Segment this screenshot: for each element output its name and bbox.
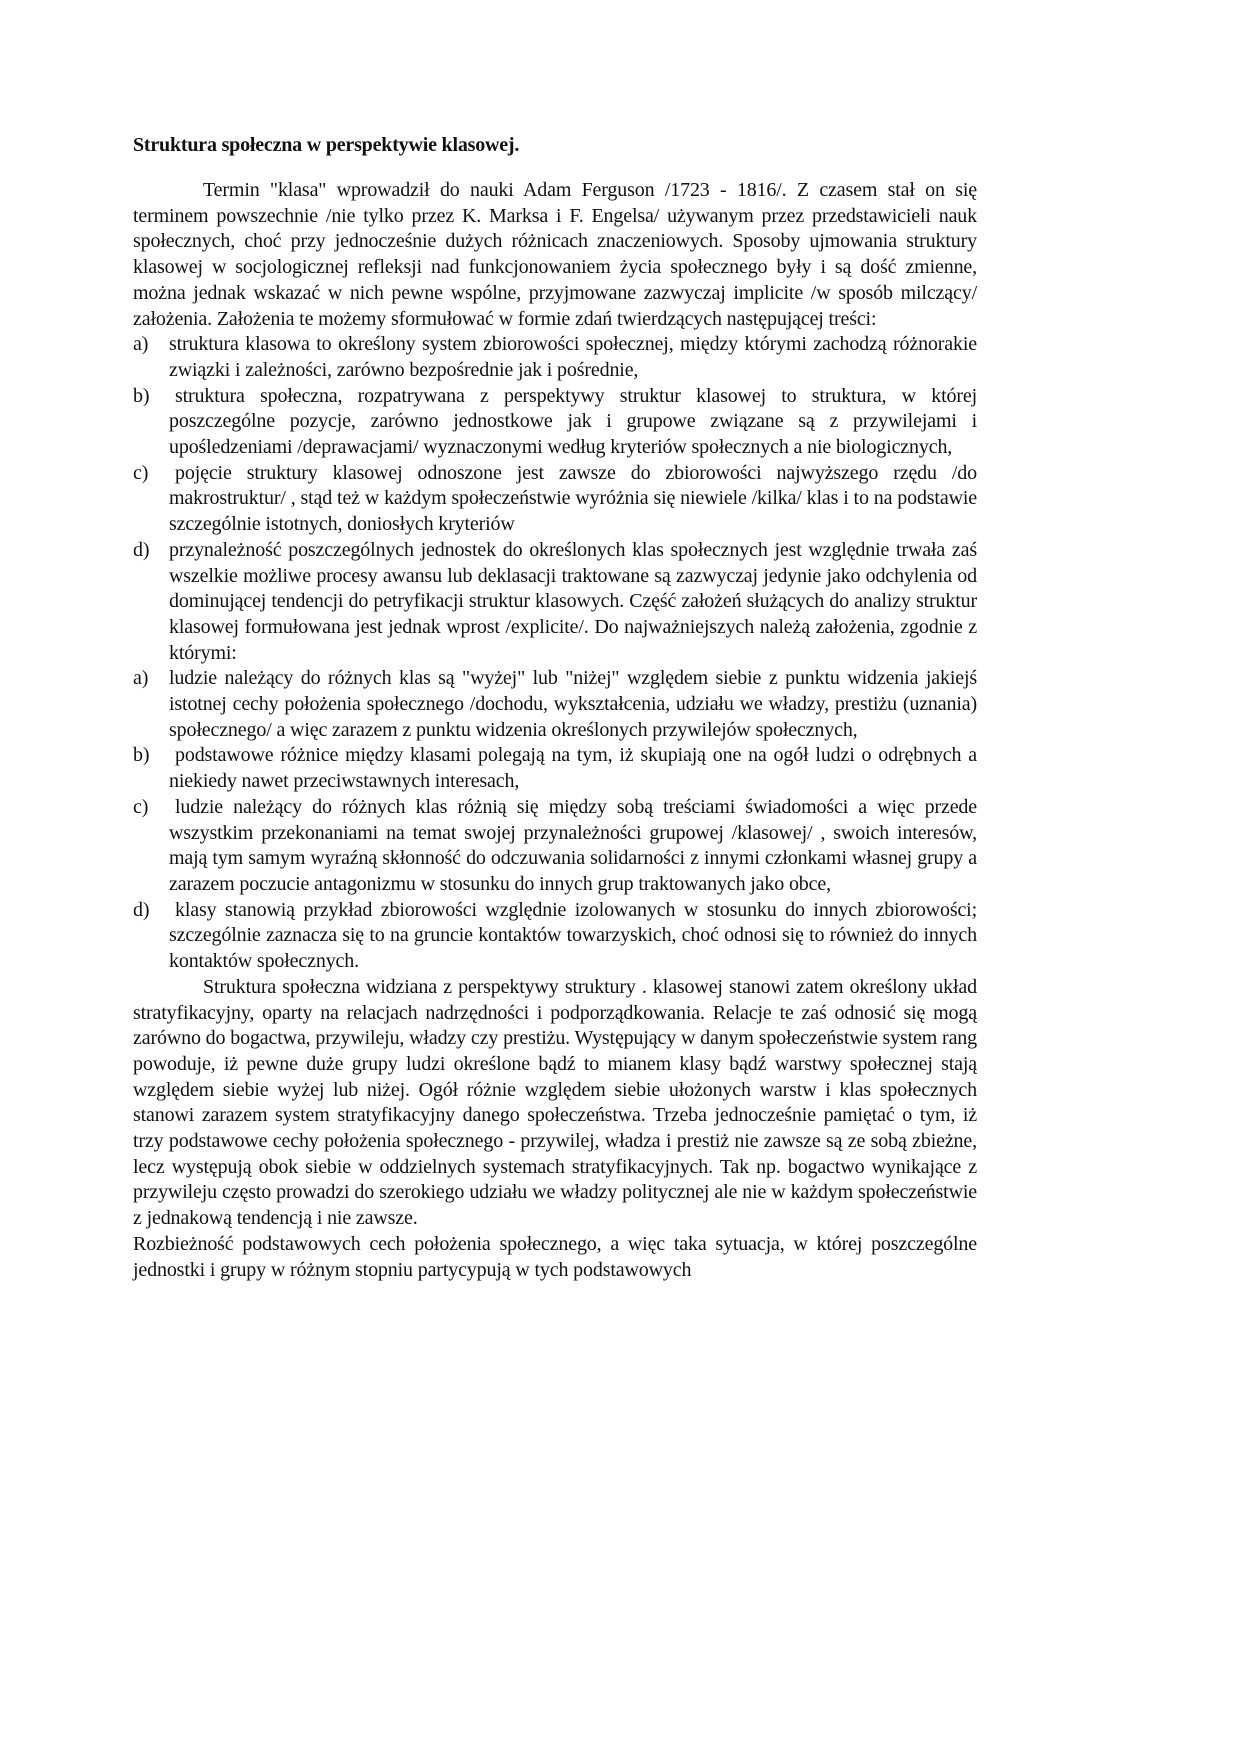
list-marker: c) [133,461,149,484]
explicit-assumptions-list [133,666,977,974]
list-marker: d) [133,538,150,561]
list-marker: a) [133,333,149,356]
list-item-text: pojęcie struktury klasowej odnoszone jest zawsze do zbiorowości najwyższego rzędu /do makrostruktur/ , stąd też w każdym społeczeństwie wyróżnia się niewiele /kilka/ klas i to na podstawie szczególnie istotnych, doniosłych kryteriów [169,461,977,536]
list-item [133,384,977,461]
document-page [133,132,977,1283]
list-marker: d) [133,898,150,921]
divergence-paragraph: Rozbieżność podstawowych cech położenia społecznego, a więc taka sytuacja, w której poszczególne jednostki i grupy w różnym stopniu partycypują w tych podstawowych [133,1232,977,1281]
list-item-text: ludzie należący do różnych klas różnią się między sobą treściami świadomości a więc przede wszystkim przekonaniami na temat swojej przynależności grupowej /klasowej/ , swoich interesów, mają tym samym wyraźną skłonność do odczuwania solidarności z innymi członkami własnej grupy a zarazem poczucie antagonizmu w stosunku do innych grup traktowanych jako obce, [169,795,977,895]
list-marker: c) [133,795,149,818]
list-item-text: przynależność poszczególnych jednostek do określonych klas społecznych jest względnie trwała zaś wszelkie możliwe procesy awansu lub deklasacji traktowane są zazwyczaj jedynie jako odchylenia od dominującej tendencji do petryfikacji struktur klasowych. Część założeń służących do analizy struktur klasowej formułowana jest jednak wprost /explicite/. Do najważniejszych należą założenia, zgodnie z którymi: [169,538,977,664]
list-item-text: podstawowe różnice między klasami polegają na tym, iż skupiają one na ogół ludzi o odrębnych a niekiedy nawet przeciwstawnych interesach, [169,744,977,793]
list-marker: a) [133,667,149,690]
list-item-text: struktura społeczna, rozpatrywana z perspektywy struktur klasowej to struktura, w której poszczególne pozycje, zarówno jednostkowe jak i grupowe związane są z przywilejami i upośledzeniami /deprawacjami/ wyznaczonymi według kryteriów społecznych a nie biologicznych, [169,384,977,459]
stratification-paragraph: Struktura społeczna widziana z perspektywy struktury . klasowej stanowi zatem określony układ stratyfikacyjny, oparty na relacjach nadrzędności i podporządkowania. Relacje te zaś odnosić się mogą zarówno do bogactwa, przywileju, władzy czy prestiżu. Występujący w danym społeczeństwie system rang powoduje, iż pewne duże grupy ludzi określone bądź to mianem klasy bądź warstwy społecznej stają względem siebie wyżej lub niżej. Ogół różnie względem siebie ułożonych warstw i klas społecznych stanowi zarazem system stratyfikacyjny danego społeczeństwa. Trzeba jednocześnie pamiętać o tym, iż trzy podstawowe cechy położenia społecznego - przywilej, władza i prestiż nie zawsze są ze sobą zbieżne, lecz występują obok siebie w oddzielnych systemach stratyfikacyjnych. Tak np. bogactwo wynikające z przywileju często prowadzi do szerokiego udziału we władzy politycznej ale nie w każdym społeczeństwie z jednakową tendencją i nie zawsze. [133,975,977,1230]
intro-paragraph: Termin "klasa" wprowadził do nauki Adam Ferguson /1723 - 1816/. Z czasem stał on się terminem powszechnie /nie tylko przez K. Marksa i F. Engelsa/ używanym przez przedstawicieli nauk społecznych, choć przy jednocześnie dużych różnicach znaczeniowych. Sposoby ujmowania struktury klasowej w socjologicznej refleksji nad funkcjonowaniem życia społecznego były i są dość zmienne, można jednak wskazać w nich pewne wspólne, przyjmowane zazwyczaj implicite /w sposób milczący/ założenia. Założenia te możemy sformułować w formie zdań twierdzących następującej treści: [133,179,977,330]
list-item [133,795,977,898]
list-item-text: ludzie należący do różnych klas są "wyżej" lub "niżej" względem siebie z punktu widzenia jakiejś istotnej cechy położenia społecznego /dochodu, wykształcenia, udziału we władzy, prestiżu (uznania) społecznego/ a więc zarazem z punktu widzenia określonych przywilejów społecznych, [169,667,977,741]
list-marker: b) [133,384,150,407]
list-item-text: klasy stanowią przykład zbiorowości względnie izolowanych w stosunku do innych zbiorowości; szczególnie zaznacza się to na gruncie kontaktów towarzyskich, choć odnosi się to również do innych kontaktów społecznych. [169,898,977,973]
implicit-assumptions-list [133,332,977,666]
list-item [133,743,977,794]
list-item [133,666,977,743]
document-title: Struktura społeczna w perspektywie klasowej. [133,134,520,156]
list-item-text: struktura klasowa to określony system zbiorowości społecznej, między którymi zachodzą różnorakie związki i zależności, zarówno bezpośrednie jak i pośrednie, [169,333,977,381]
list-item [133,332,977,383]
list-item [133,898,977,975]
list-marker: b) [133,744,150,767]
list-item [133,538,977,667]
list-item [133,461,977,538]
